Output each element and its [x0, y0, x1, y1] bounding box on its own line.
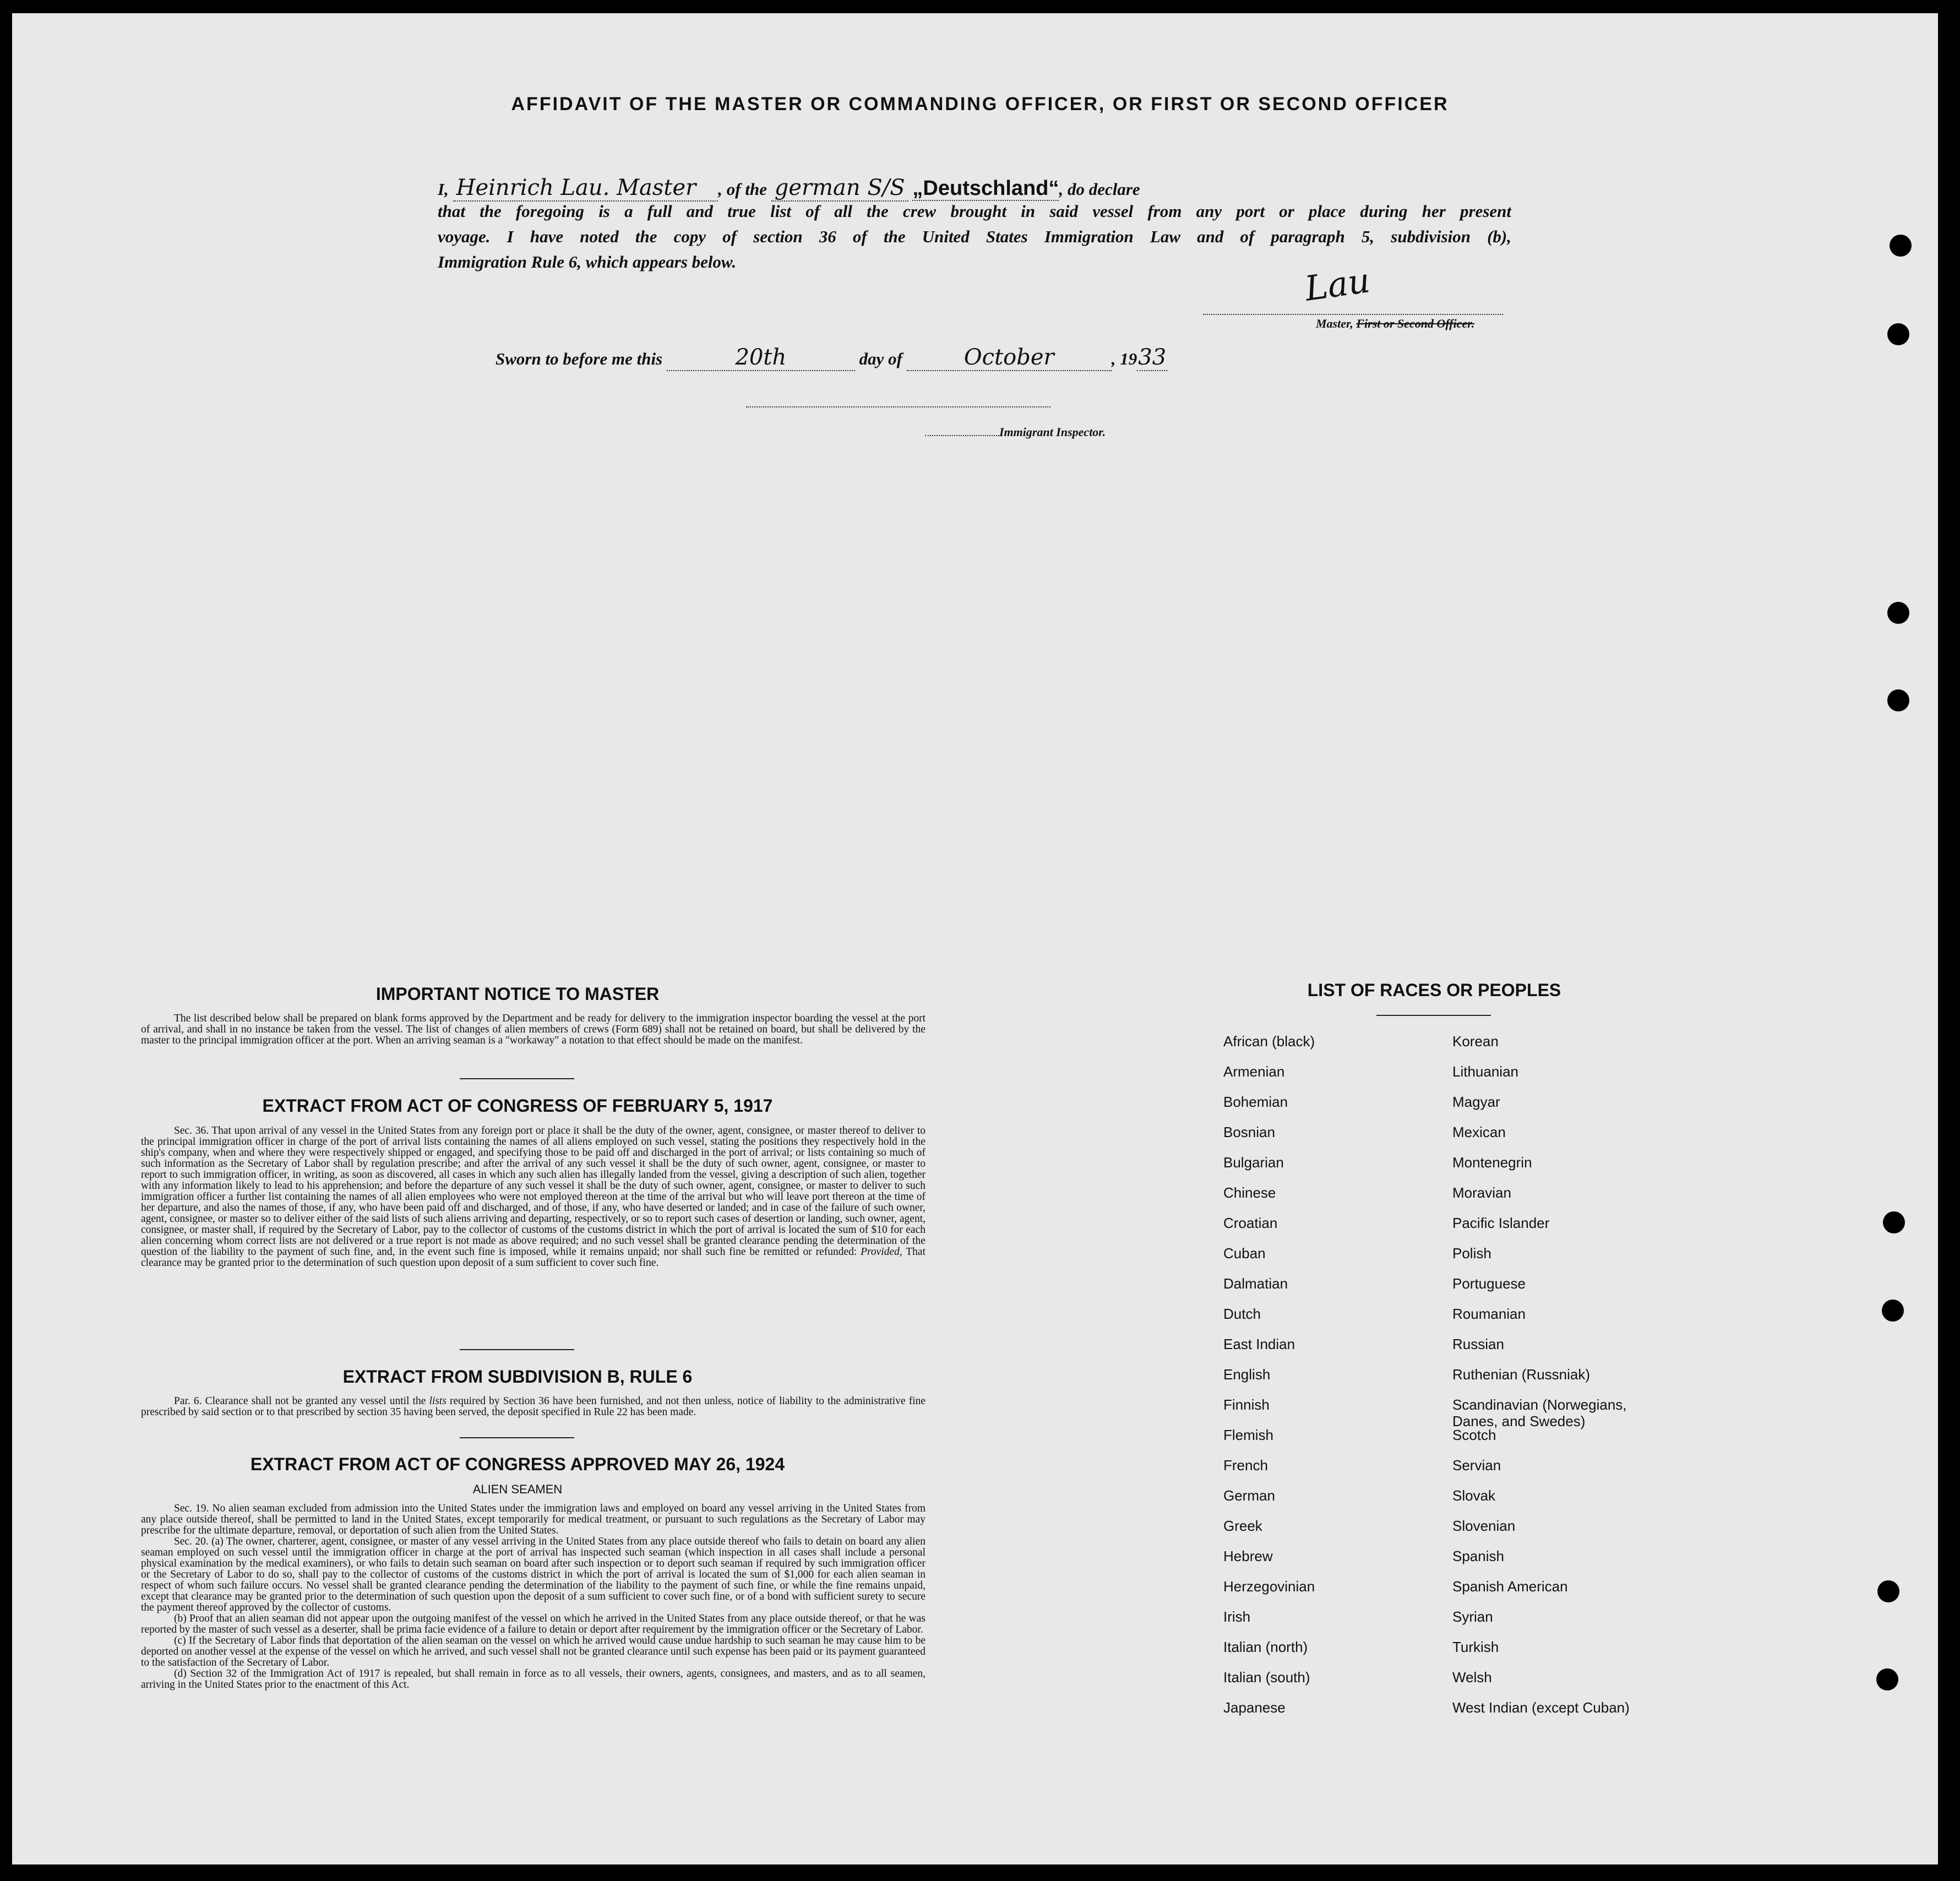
- extract-1924-body: [141, 1503, 925, 1690]
- signer-label-struck: First or Second Officer.: [1356, 317, 1475, 330]
- extract-1924-paragraph: (c) If the Secretary of Labor finds that deportation of the alien seaman on the vessel on which he arrived would cause undue hardship to such seaman he may cause him to be deported on another vessel at the expense of the vessel on which he arrived, and such vessel shall not be granted clearance until such expense has been paid or its payment guaranteed to the satisfaction of the Secretary of Labor.: [141, 1635, 925, 1668]
- race-item: Bosnian: [1223, 1124, 1275, 1140]
- race-item: Moravian: [1452, 1184, 1511, 1201]
- race-item: Finnish: [1223, 1396, 1270, 1413]
- race-item: Chinese: [1223, 1184, 1276, 1201]
- signer-label-master: Master,: [1316, 317, 1353, 330]
- text: required by Section 36 have been furnished, and not then unless, notice of liability to the administrative fine prescribed by said section or to that prescribed by section 35 having been served, the deposit specified in Rule 22 has been made.: [141, 1395, 926, 1418]
- punch-hole: [1890, 235, 1912, 257]
- race-item: English: [1223, 1366, 1271, 1383]
- notice-text: The list described below shall be prepared on blank forms approved by the Department and be ready for delivery to the immigration inspector boarding the vessel at the port of arrival, and shall in no instance be taken from the vessel. The list of changes of alien members of crews (Form 689) shall not be retained on board, but shall be delivered by the master to the principal immigration officer at the port. When an arriving seaman is a "workaway" a notation to that effect should be made on the manifest.: [141, 1013, 925, 1046]
- extract-1924-paragraph: Sec. 20. (a) The owner, charterer, agent, consignee, or master of any vessel arriving in the United States from any place outside thereof who fails to detain on board any alien seaman employed on such vessel until the immigration officer in charge at the port of arrival has inspected such seaman (which inspection in all cases shall include a personal physical examination by the medical examiners), or who fails to detain such seaman on board after such inspection or to deport such seaman if required by such immigration officer or the Secretary of Labor to do so, shall pay to the collector of customs of the customs district in which the port of arrival is located the sum of $1,000 for each alien seaman in respect of whom such failure occurs. No vessel shall be granted clearance pending the determination of the liability to the payment of such fine, or while the fine remains unpaid, except that clearance may be granted prior to the determination of such question upon the deposit of a sum sufficient to cover such fine, or of a bond with sufficient surety to secure the payment thereof approved by the collector of customs.: [141, 1536, 925, 1613]
- extract-1924-paragraph: (d) Section 32 of the Immigration Act of 1917 is repealed, but shall remain in force as to all vessels, their owners, agents, consignees, and masters, and as to all seamen, arriving in the United States prior to the enactment of this Act.: [141, 1668, 925, 1690]
- extract-rule6-text: [141, 1396, 925, 1418]
- divider: [460, 1437, 574, 1438]
- punch-hole: [1887, 602, 1909, 624]
- extract-1917-title: EXTRACT FROM ACT OF CONGRESS OF FEBRUARY 5, 1917: [262, 1096, 773, 1116]
- race-item: African (black): [1223, 1033, 1315, 1050]
- text: I,: [438, 180, 449, 199]
- race-item: Turkish: [1452, 1639, 1499, 1655]
- affidavit-title: AFFIDAVIT OF THE MASTER OR COMMANDING OFFICER, OR FIRST OR SECOND OFFICER: [511, 94, 1449, 115]
- race-item: Italian (south): [1223, 1669, 1310, 1686]
- race-item: Polish: [1452, 1245, 1491, 1262]
- signer-label: [1316, 317, 1474, 331]
- punch-hole: [1876, 1668, 1898, 1690]
- inspector-label: [925, 425, 1106, 439]
- races-column-2: [1452, 1033, 1728, 1730]
- race-item: Mexican: [1452, 1124, 1506, 1140]
- race-item: Greek: [1223, 1518, 1262, 1534]
- sworn-month-handwritten: October: [907, 345, 1112, 371]
- extract-1924-paragraph: Sec. 19. No alien seaman excluded from admission into the United States under the immigration laws and employed on board any vessel arriving in the United States from any place outside thereof, shall be permitted to land in the United States, except temporarily for medical treatment, or pursuant to such regulations as the Secretary of Labor may prescribe for the ultimate departure, removal, or deportation of such alien from the United States.: [141, 1503, 925, 1536]
- race-item: Dutch: [1223, 1306, 1261, 1322]
- race-item: East Indian: [1223, 1336, 1295, 1352]
- extract-rule6-title: EXTRACT FROM SUBDIVISION B, RULE 6: [342, 1367, 693, 1387]
- notice-title: IMPORTANT NOTICE TO MASTER: [375, 984, 660, 1004]
- sworn-year-handwritten: 33: [1138, 345, 1167, 370]
- race-item: German: [1223, 1487, 1275, 1504]
- master-signature: Lau: [1302, 260, 1373, 309]
- race-item: Irish: [1223, 1608, 1251, 1625]
- divider: [1376, 1015, 1491, 1016]
- affidavit-line-4: Immigration Rule 6, which appears below.: [438, 252, 737, 271]
- races-column-1: [1223, 1033, 1438, 1730]
- inspector-signature-line: [746, 406, 1050, 407]
- race-item: Herzegovinian: [1223, 1578, 1315, 1595]
- vessel-name-stamp: „Deutschland“: [912, 177, 1059, 200]
- race-item: Magyar: [1452, 1094, 1500, 1110]
- race-item: Welsh: [1452, 1669, 1492, 1686]
- race-item: Spanish American: [1452, 1578, 1568, 1595]
- race-item: Cuban: [1223, 1245, 1266, 1262]
- sworn-day-handwritten: 20th: [667, 345, 855, 371]
- race-item: Bohemian: [1223, 1094, 1288, 1110]
- races-title: LIST OF RACES OR PEOPLES: [1307, 980, 1561, 1000]
- text: lists: [429, 1395, 447, 1407]
- extract-1917-text: [141, 1126, 925, 1269]
- race-item: West Indian (except Cuban): [1452, 1699, 1630, 1716]
- race-item: Japanese: [1223, 1699, 1286, 1716]
- divider: [460, 1078, 574, 1079]
- race-item: Bulgarian: [1223, 1154, 1284, 1171]
- extract-1924-title: EXTRACT FROM ACT OF CONGRESS APPROVED MAY 26, 1924: [250, 1454, 785, 1474]
- punch-hole: [1887, 323, 1909, 345]
- race-item: Servian: [1452, 1457, 1501, 1474]
- race-item: Ruthenian (Russniak): [1452, 1366, 1591, 1383]
- race-item: Korean: [1452, 1033, 1499, 1050]
- affidavit-line-2: that the foregoing is a full and true list of all the crew brought in said vessel from any port or place during her present: [438, 202, 1511, 221]
- race-item: Flemish: [1223, 1427, 1274, 1443]
- race-item: Slovak: [1452, 1487, 1496, 1504]
- race-item: Armenian: [1223, 1063, 1285, 1080]
- race-item: Russian: [1452, 1336, 1504, 1352]
- race-item: Syrian: [1452, 1608, 1493, 1625]
- signature-line: [1203, 314, 1503, 315]
- race-item: Roumanian: [1452, 1306, 1526, 1322]
- divider: [460, 1349, 574, 1350]
- sworn-line: [496, 345, 1266, 371]
- text: , do declare: [1059, 180, 1140, 199]
- text: day of: [859, 349, 902, 368]
- text: Par. 6. Clearance shall not be granted any vessel until the: [174, 1395, 426, 1407]
- punch-hole: [1877, 1580, 1899, 1602]
- affidavit-declaration-line: [438, 175, 1511, 200]
- race-item: Slovenian: [1452, 1518, 1516, 1534]
- text: Sworn to before me this: [496, 349, 663, 368]
- race-item: Lithuanian: [1452, 1063, 1518, 1080]
- race-item: Dalmatian: [1223, 1275, 1288, 1292]
- text: That clearance may be granted prior to the determination of such question upon deposit of a sum sufficient to cover such fine.: [141, 1246, 925, 1269]
- race-item: Scotch: [1452, 1427, 1496, 1443]
- punch-hole: [1883, 1211, 1905, 1233]
- text: Sec. 36. That upon arrival of any vessel in the United States from any foreign port or place it shall be the duty of the owner, agent, consignee, or master thereof to deliver to the principal immigration officer in charge of the port of arrival lists containing the names of all aliens employed on such vessel, stating the positions they respectively hold in the ship's company, when and where they were respectively shipped or engaged, and specifying those to be paid off and discharged in the port of arrival; or lists containing so much of such information as the Secretary of Labor shall by regulation prescribe; and after the arrival of any such vessel it shall be the duty of such owner, agent, consignee, or master to report to such immigration officer, in writing, as soon as discovered, all cases in which any such alien has illegally landed from the vessel, giving a description of such alien, together with any information likely to lead to his apprehension; and before the departure of any such vessel it shall be the duty of such owner, agent, consignee, or master to deliver to such immigration officer a further list containing the names of all alien employees who were not employed thereon at the time of the arrival but who will leave port thereon at the time of her departure, and also the names of those, if any, who have been paid off and discharged, and of those, if any, who have deserted or landed; and in case of the failure of such owner, agent, consignee, or master so to deliver either of the said lists of such aliens arriving and departing, respectively, or so to report such cases of desertion or landing, such owner, agent, consignee, or master shall, if required by the Secretary of Labor, pay to the collector of customs of the customs district in which the port of arrival is located the sum of $10 for each alien concerning whom correct lists are not delivered or a true report is not made as above required; and no such vessel shall be granted clearance pending the determination of the question of the liability to the payment of such fine, and, in the event such fine is imposed, while it remains unpaid; nor shall such fine be remitted or refunded:: [141, 1125, 925, 1258]
- text: , of the: [718, 180, 767, 199]
- punch-hole: [1882, 1300, 1904, 1322]
- affidavit-line-3: voyage. I have noted the copy of section 36 of the United States Immigration Law and of paragraph 5, subdivision (b),: [438, 227, 1511, 246]
- race-item: Croatian: [1223, 1215, 1278, 1231]
- vessel-nationality-handwritten: german S/S: [771, 175, 908, 202]
- extract-1924-subtitle: ALIEN SEAMEN: [472, 1482, 563, 1496]
- text: Provided,: [861, 1246, 902, 1258]
- race-item: Spanish: [1452, 1548, 1504, 1564]
- master-name-handwritten: Heinrich Lau. Master: [453, 175, 718, 202]
- race-item: Hebrew: [1223, 1548, 1273, 1564]
- text: , 19: [1111, 349, 1137, 368]
- race-item: Italian (north): [1223, 1639, 1308, 1655]
- race-item: Montenegrin: [1452, 1154, 1532, 1171]
- punch-hole: [1887, 689, 1909, 711]
- race-item: Scandinavian (Norwegians, Danes, and Swedes): [1452, 1396, 1627, 1429]
- extract-1924-paragraph: (b) Proof that an alien seaman did not appear upon the outgoing manifest of the vessel on which he arrived in the United States from any place outside thereof, or that he was reported by the master of such vessel as a deserter, shall be prima facie evidence of a failure to detain or deport after requirement by the immigration officer or the Secretary of Labor.: [141, 1613, 925, 1635]
- race-item: French: [1223, 1457, 1268, 1474]
- inspector-label-text: Immigrant Inspector.: [999, 425, 1106, 439]
- race-item: Pacific Islander: [1452, 1215, 1550, 1231]
- race-item: Portuguese: [1452, 1275, 1526, 1292]
